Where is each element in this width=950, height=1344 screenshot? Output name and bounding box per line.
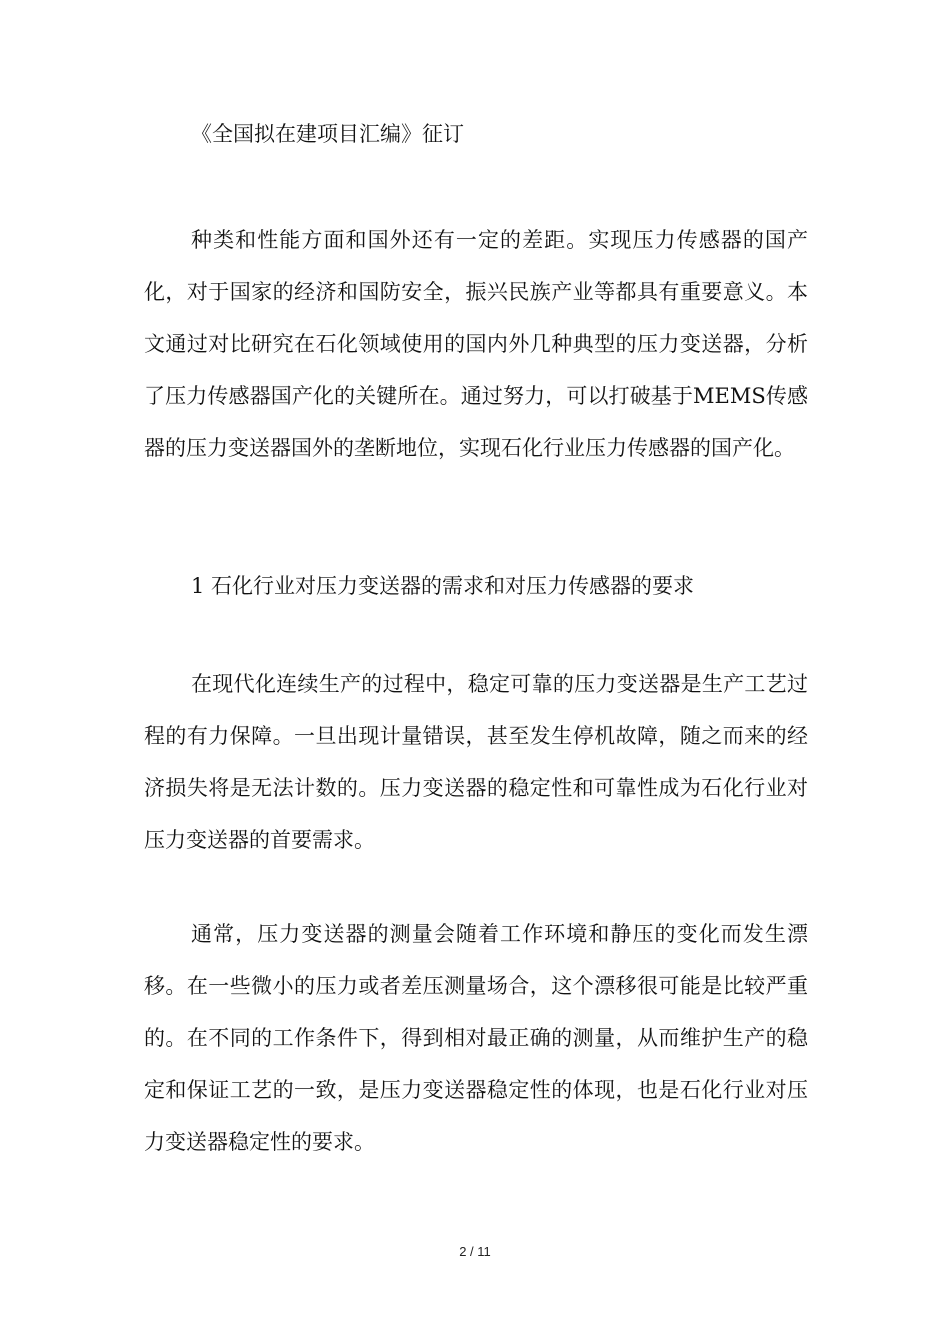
body-paragraph-demand: 在现代化连续生产的过程中，稳定可靠的压力变送器是生产工艺过程的有力保障。一旦出现计量错误，甚至发生停机故障，随之而来的经济损失将是无法计数的。压力变送器的稳定性和可靠性成为石化行业对压力变送器的首要需求。 (144, 672, 808, 852)
body-paragraph-stability: 通常，压力变送器的测量会随着工作环境和静压的变化而发生漂移。在一些微小的压力或者差压测量场合，这个漂移很可能是比较严重的。在不同的工作条件下，得到相对最正确的测量，从而维护生产的稳定和保证工艺的一致，是压力变送器稳定性的体现，也是石化行业对压力变送器稳定性的要求。 (144, 922, 808, 1154)
intro-paragraph: 种类和性能方面和国外还有一定的差距。实现压力传感器的国产化，对于国家的经济和国防安全，振兴民族产业等都具有重要意义。本文通过对比研究在石化领域使用的国内外几种典型的压力变送器，分析了压力传感器国产化的关键所在。通过努力，可以打破基于MEMS传感器的压力变送器国外的垄断地位，实现石化行业压力传感器的国产化。 (144, 228, 808, 460)
section-heading: 1 石化行业对压力变送器的需求和对压力传感器的要求 (191, 574, 695, 598)
subscription-heading: 《全国拟在建项目汇编》征订 (191, 122, 464, 146)
page-number: 2 / 11 (459, 1244, 491, 1259)
